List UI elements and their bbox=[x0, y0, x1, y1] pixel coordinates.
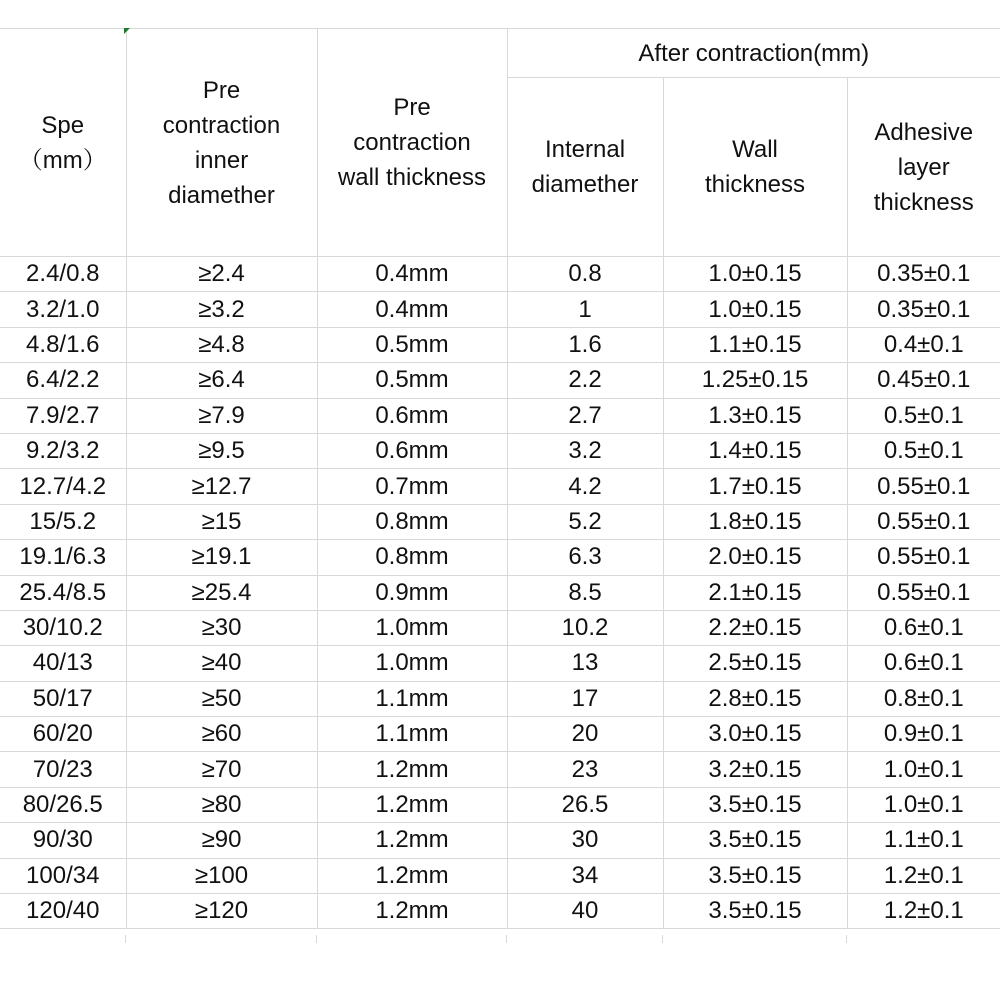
header-after-wall-line: thickness bbox=[704, 171, 806, 198]
cell-spec[interactable]: 100/34 bbox=[0, 858, 126, 893]
header-after-contraction[interactable] bbox=[507, 29, 1000, 78]
cell-pre-inner-diameter[interactable]: ≥9.5 bbox=[126, 433, 317, 468]
cell-after-adhesive-thickness[interactable]: 0.5±0.1 bbox=[847, 398, 1000, 433]
cell-after-adhesive-thickness[interactable]: 1.2±0.1 bbox=[847, 894, 1000, 929]
cell-after-wall-thickness[interactable]: 1.25±0.15 bbox=[663, 363, 847, 398]
header-after-adhesive-line: layer bbox=[897, 153, 950, 181]
header-pre-wall-thickness[interactable] bbox=[317, 29, 507, 257]
cell-pre-wall-thickness[interactable]: 1.2mm bbox=[317, 894, 507, 929]
header-after-internal-line: diamether bbox=[531, 171, 639, 198]
cell-pre-inner-diameter[interactable]: ≥25.4 bbox=[126, 575, 317, 610]
cell-pre-wall-thickness[interactable]: 0.5mm bbox=[317, 327, 507, 362]
cell-after-internal-diameter[interactable]: 6.3 bbox=[507, 540, 663, 575]
table-row bbox=[0, 646, 1000, 681]
cell-after-adhesive-thickness[interactable]: 0.6±0.1 bbox=[847, 610, 1000, 645]
cell-after-internal-diameter[interactable]: 40 bbox=[507, 894, 663, 929]
cell-spec[interactable]: 80/26.5 bbox=[0, 787, 126, 822]
cell-spec[interactable]: 90/30 bbox=[0, 823, 126, 858]
cell-pre-wall-thickness[interactable]: 0.8mm bbox=[317, 540, 507, 575]
cell-pre-inner-diameter[interactable]: ≥40 bbox=[126, 646, 317, 681]
cell-pre-wall-thickness[interactable]: 1.0mm bbox=[317, 610, 507, 645]
header-pre-wall-line: contraction bbox=[353, 129, 471, 156]
cell-after-adhesive-thickness[interactable]: 1.0±0.1 bbox=[847, 752, 1000, 787]
cell-after-internal-diameter[interactable]: 17 bbox=[507, 681, 663, 716]
cell-spec[interactable]: 6.4/2.2 bbox=[0, 363, 126, 398]
cell-spec[interactable]: 2.4/0.8 bbox=[0, 257, 126, 292]
cell-pre-inner-diameter[interactable]: ≥2.4 bbox=[126, 257, 317, 292]
cell-after-wall-thickness[interactable]: 1.0±0.15 bbox=[663, 292, 847, 327]
table-row bbox=[0, 292, 1000, 327]
cell-after-internal-diameter[interactable]: 5.2 bbox=[507, 504, 663, 539]
cell-pre-inner-diameter[interactable]: ≥60 bbox=[126, 717, 317, 752]
cell-after-internal-diameter[interactable]: 20 bbox=[507, 717, 663, 752]
header-pre-wall-line: Pre bbox=[393, 94, 431, 121]
cell-pre-inner-diameter[interactable]: ≥7.9 bbox=[126, 398, 317, 433]
header-after-internal-diameter[interactable] bbox=[507, 78, 663, 257]
cell-after-internal-diameter[interactable]: 3.2 bbox=[507, 433, 663, 468]
cell-after-adhesive-thickness[interactable]: 0.35±0.1 bbox=[847, 257, 1000, 292]
cell-pre-wall-thickness[interactable]: 0.4mm bbox=[317, 292, 507, 327]
header-pre-inner-line: Pre bbox=[202, 76, 241, 104]
header-after-wall-thickness[interactable] bbox=[663, 78, 847, 257]
cell-after-wall-thickness[interactable]: 1.3±0.15 bbox=[663, 398, 847, 433]
header-after-contraction-label: After contraction(mm) bbox=[638, 39, 870, 67]
table-row bbox=[0, 433, 1000, 468]
cell-pre-inner-diameter[interactable]: ≥30 bbox=[126, 610, 317, 645]
header-pre-wall-line: wall thickness bbox=[337, 164, 487, 191]
cell-after-wall-thickness[interactable]: 3.5±0.15 bbox=[663, 823, 847, 858]
cell-after-adhesive-thickness[interactable]: 1.0±0.1 bbox=[847, 787, 1000, 822]
cell-pre-wall-thickness[interactable]: 0.6mm bbox=[317, 398, 507, 433]
header-pre-inner-line: inner bbox=[194, 146, 249, 174]
cell-after-internal-diameter[interactable]: 4.2 bbox=[507, 469, 663, 504]
cell-spec[interactable]: 25.4/8.5 bbox=[0, 575, 126, 610]
cell-spec[interactable]: 30/10.2 bbox=[0, 610, 126, 645]
selection-corner-marker bbox=[124, 28, 130, 34]
cell-after-wall-thickness[interactable]: 2.0±0.15 bbox=[663, 540, 847, 575]
cell-after-internal-diameter[interactable]: 2.2 bbox=[507, 363, 663, 398]
cell-spec[interactable]: 19.1/6.3 bbox=[0, 540, 126, 575]
cell-after-adhesive-thickness[interactable]: 0.9±0.1 bbox=[847, 717, 1000, 752]
cell-after-adhesive-thickness[interactable]: 1.1±0.1 bbox=[847, 823, 1000, 858]
table-row bbox=[0, 752, 1000, 787]
table-row bbox=[0, 610, 1000, 645]
table-row bbox=[0, 823, 1000, 858]
cell-spec[interactable]: 40/13 bbox=[0, 646, 126, 681]
cell-after-adhesive-thickness[interactable]: 1.2±0.1 bbox=[847, 858, 1000, 893]
cell-after-internal-diameter[interactable]: 13 bbox=[507, 646, 663, 681]
table-row bbox=[0, 858, 1000, 893]
cell-after-wall-thickness[interactable]: 1.0±0.15 bbox=[663, 257, 847, 292]
cell-pre-wall-thickness[interactable]: 1.1mm bbox=[317, 681, 507, 716]
cell-after-adhesive-thickness[interactable]: 0.55±0.1 bbox=[847, 469, 1000, 504]
table-row bbox=[0, 681, 1000, 716]
cell-spec[interactable]: 4.8/1.6 bbox=[0, 327, 126, 362]
cell-spec[interactable]: 120/40 bbox=[0, 894, 126, 929]
cell-spec[interactable]: 60/20 bbox=[0, 717, 126, 752]
table-row bbox=[0, 327, 1000, 362]
table-row bbox=[0, 575, 1000, 610]
table-row bbox=[0, 540, 1000, 575]
cell-pre-wall-thickness[interactable]: 0.5mm bbox=[317, 363, 507, 398]
cell-after-internal-diameter[interactable]: 26.5 bbox=[507, 787, 663, 822]
cell-pre-inner-diameter[interactable]: ≥100 bbox=[126, 858, 317, 893]
cell-pre-wall-thickness[interactable]: 1.2mm bbox=[317, 787, 507, 822]
cell-after-wall-thickness[interactable]: 3.5±0.15 bbox=[663, 894, 847, 929]
cell-after-internal-diameter[interactable]: 8.5 bbox=[507, 575, 663, 610]
spec-table-header bbox=[0, 29, 1000, 257]
cell-pre-inner-diameter[interactable]: ≥6.4 bbox=[126, 363, 317, 398]
cell-pre-inner-diameter[interactable]: ≥80 bbox=[126, 787, 317, 822]
gridline-stub bbox=[316, 935, 317, 943]
cell-pre-inner-diameter[interactable]: ≥3.2 bbox=[126, 292, 317, 327]
cell-pre-wall-thickness[interactable]: 0.9mm bbox=[317, 575, 507, 610]
header-after-adhesive-line: Adhesive bbox=[874, 118, 974, 146]
header-pre-inner-diameter[interactable] bbox=[126, 29, 317, 257]
cell-after-wall-thickness[interactable]: 3.5±0.15 bbox=[663, 787, 847, 822]
cell-pre-wall-thickness[interactable]: 1.2mm bbox=[317, 823, 507, 858]
cell-after-internal-diameter[interactable]: 23 bbox=[507, 752, 663, 787]
cell-spec[interactable]: 15/5.2 bbox=[0, 504, 126, 539]
header-after-adhesive-thickness[interactable] bbox=[847, 78, 1000, 257]
cell-after-internal-diameter[interactable]: 0.8 bbox=[507, 257, 663, 292]
cell-after-adhesive-thickness[interactable]: 0.45±0.1 bbox=[847, 363, 1000, 398]
cell-pre-wall-thickness[interactable]: 0.4mm bbox=[317, 257, 507, 292]
cell-pre-wall-thickness[interactable]: 0.8mm bbox=[317, 504, 507, 539]
header-after-internal-line: Internal bbox=[544, 136, 626, 163]
cell-after-wall-thickness[interactable]: 1.1±0.15 bbox=[663, 327, 847, 362]
cell-after-wall-thickness[interactable]: 1.7±0.15 bbox=[663, 469, 847, 504]
header-spec-line: Spe bbox=[41, 111, 85, 139]
cell-after-adhesive-thickness[interactable]: 0.4±0.1 bbox=[847, 327, 1000, 362]
gridline-stub bbox=[662, 935, 663, 943]
cell-after-adhesive-thickness[interactable]: 0.55±0.1 bbox=[847, 540, 1000, 575]
cell-pre-inner-diameter[interactable]: ≥90 bbox=[126, 823, 317, 858]
cell-after-internal-diameter[interactable]: 2.7 bbox=[507, 398, 663, 433]
cell-after-adhesive-thickness[interactable]: 0.6±0.1 bbox=[847, 646, 1000, 681]
header-spec[interactable] bbox=[0, 29, 126, 257]
cell-pre-inner-diameter[interactable]: ≥19.1 bbox=[126, 540, 317, 575]
header-pre-inner-line: contraction bbox=[162, 111, 281, 139]
table-row bbox=[0, 469, 1000, 504]
cell-spec[interactable]: 70/23 bbox=[0, 752, 126, 787]
cell-pre-inner-diameter[interactable]: ≥120 bbox=[126, 894, 317, 929]
cell-pre-inner-diameter[interactable]: ≥70 bbox=[126, 752, 317, 787]
cell-after-adhesive-thickness[interactable]: 0.35±0.1 bbox=[847, 292, 1000, 327]
cell-after-internal-diameter[interactable]: 1 bbox=[507, 292, 663, 327]
table-row bbox=[0, 504, 1000, 539]
cell-pre-inner-diameter[interactable]: ≥12.7 bbox=[126, 469, 317, 504]
cell-after-wall-thickness[interactable]: 3.0±0.15 bbox=[663, 717, 847, 752]
cell-spec[interactable]: 7.9/2.7 bbox=[0, 398, 126, 433]
cell-spec[interactable]: 9.2/3.2 bbox=[0, 433, 126, 468]
cell-pre-inner-diameter[interactable]: ≥50 bbox=[126, 681, 317, 716]
cell-pre-wall-thickness[interactable]: 1.1mm bbox=[317, 717, 507, 752]
cell-spec[interactable]: 50/17 bbox=[0, 681, 126, 716]
header-after-adhesive-line: thickness bbox=[873, 188, 974, 216]
cell-spec[interactable]: 12.7/4.2 bbox=[0, 469, 126, 504]
cell-after-wall-thickness[interactable]: 2.2±0.15 bbox=[663, 610, 847, 645]
table-row bbox=[0, 363, 1000, 398]
cell-after-wall-thickness[interactable]: 2.1±0.15 bbox=[663, 575, 847, 610]
cell-after-wall-thickness[interactable]: 2.8±0.15 bbox=[663, 681, 847, 716]
cell-after-wall-thickness[interactable]: 1.8±0.15 bbox=[663, 504, 847, 539]
cell-after-adhesive-thickness[interactable]: 0.55±0.1 bbox=[847, 504, 1000, 539]
cell-pre-wall-thickness[interactable]: 0.7mm bbox=[317, 469, 507, 504]
cell-after-adhesive-thickness[interactable]: 0.55±0.1 bbox=[847, 575, 1000, 610]
cell-pre-wall-thickness[interactable]: 1.2mm bbox=[317, 858, 507, 893]
table-row bbox=[0, 398, 1000, 433]
cell-spec[interactable]: 3.2/1.0 bbox=[0, 292, 126, 327]
spec-table bbox=[0, 28, 1000, 929]
gridline-stub bbox=[125, 935, 126, 943]
cell-after-wall-thickness[interactable]: 2.5±0.15 bbox=[663, 646, 847, 681]
cell-after-adhesive-thickness[interactable]: 0.5±0.1 bbox=[847, 433, 1000, 468]
gridline-stub bbox=[846, 935, 847, 943]
cell-after-internal-diameter[interactable]: 1.6 bbox=[507, 327, 663, 362]
header-spec-line: （mm） bbox=[18, 146, 107, 174]
sheet-empty-area bbox=[0, 935, 1000, 1000]
gridline-stub bbox=[506, 935, 507, 943]
cell-after-adhesive-thickness[interactable]: 0.8±0.1 bbox=[847, 681, 1000, 716]
cell-after-internal-diameter[interactable]: 30 bbox=[507, 823, 663, 858]
cell-after-internal-diameter[interactable]: 34 bbox=[507, 858, 663, 893]
table-row bbox=[0, 257, 1000, 292]
header-pre-inner-line: diamether bbox=[168, 181, 275, 209]
cell-after-wall-thickness[interactable]: 1.4±0.15 bbox=[663, 433, 847, 468]
cell-after-wall-thickness[interactable]: 3.5±0.15 bbox=[663, 858, 847, 893]
cell-pre-wall-thickness[interactable]: 0.6mm bbox=[317, 433, 507, 468]
header-row-top bbox=[0, 29, 1000, 78]
cell-after-wall-thickness[interactable]: 3.2±0.15 bbox=[663, 752, 847, 787]
table-row bbox=[0, 717, 1000, 752]
table-row bbox=[0, 894, 1000, 929]
cell-pre-inner-diameter[interactable]: ≥4.8 bbox=[126, 327, 317, 362]
cell-pre-wall-thickness[interactable]: 1.0mm bbox=[317, 646, 507, 681]
header-after-wall-line: Wall bbox=[732, 136, 778, 163]
cell-after-internal-diameter[interactable]: 10.2 bbox=[507, 610, 663, 645]
table-row bbox=[0, 787, 1000, 822]
spec-table-body bbox=[0, 257, 1000, 929]
cell-pre-inner-diameter[interactable]: ≥15 bbox=[126, 504, 317, 539]
cell-pre-wall-thickness[interactable]: 1.2mm bbox=[317, 752, 507, 787]
